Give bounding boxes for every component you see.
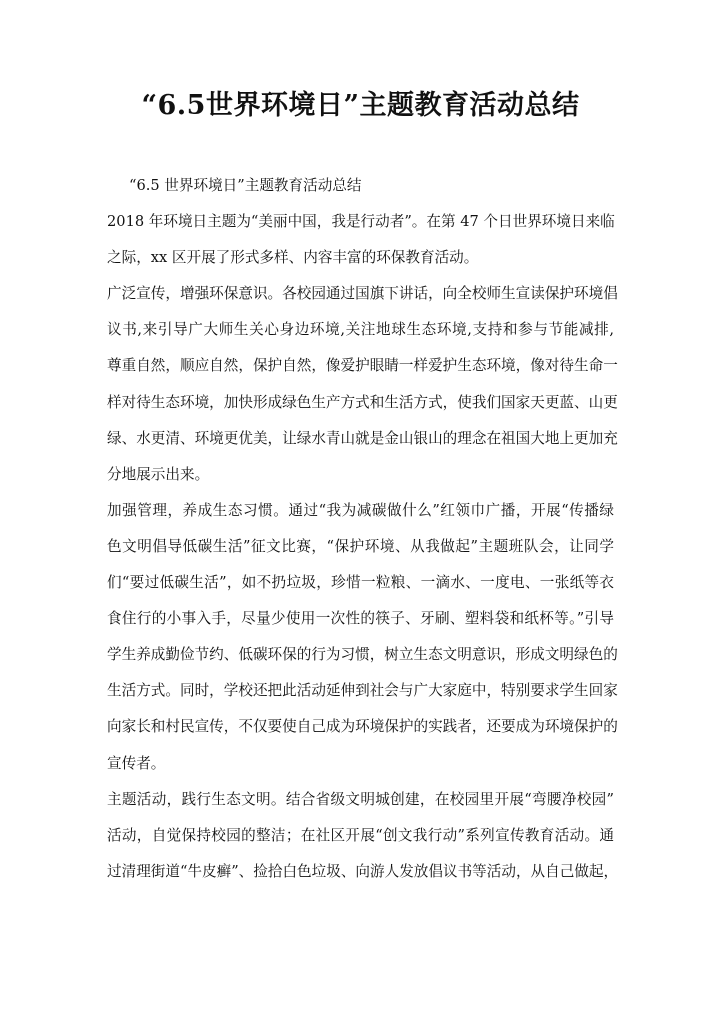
text-line: 绿、水更清、环境更优美，让绿水青山就是金山银山的理念在祖国大地上更加充: [107, 429, 618, 447]
text-line: 活动，自觉保持校园的整洁；在社区开展“创文我行动”系列宣传教育活动。通: [107, 826, 614, 844]
text-line: 分地展示出来。: [107, 465, 210, 483]
text-line: 之际，xx 区开展了形式多样、内容丰富的环保教育活动。: [107, 249, 479, 267]
text-line: 尊重自然，顺应自然，保护自然，像爱护眼睛一样爱护生态环境，像对待生命一: [107, 357, 618, 375]
text-line: 色文明倡导低碳生活”征文比赛，“保护环境、从我做起”主题班队会，让同学: [107, 537, 614, 555]
text-line: 样对待生态环境，加快形成绿色生产方式和生活方式，使我们国家天更蓝、山更: [107, 393, 618, 411]
text-line: 广泛宣传，增强环保意识。各校园通过国旗下讲话，向全校师生宣读保护环境倡: [107, 285, 618, 303]
text-line: 向家长和村民宣传，不仅要使自己成为环境保护的实践者，还要成为环境保护的: [107, 718, 618, 736]
text-line: 们“要过低碳生活”，如不扔垃圾，珍惜一粒粮、一滴水、一度电、一张纸等衣: [107, 574, 614, 592]
subtitle-line: “6.5 世界环境日”主题教育活动总结: [129, 177, 362, 194]
text-line: 议书,来引导广大师生关心身边环境,关注地球生态环境,支持和参与节能减排,: [107, 321, 614, 339]
text-line: 加强管理，养成生态习惯。通过“我为减碳做什么”红领巾广播，开展“传播绿: [107, 501, 614, 519]
text-line: 宣传者。: [107, 754, 166, 772]
text-line: 过清理街道“牛皮癣”、捡拾白色垃圾、向游人发放倡议书等活动，从自己做起，: [107, 862, 619, 880]
text-line: 主题活动，践行生态文明。结合省级文明城创建，在校园里开展“弯腰净校园”: [107, 790, 614, 808]
document-body: [107, 168, 619, 890]
text-line: 食住行的小事入手，尽量少使用一次性的筷子、牙刷、塑料袋和纸杯等。”引导: [107, 610, 614, 628]
text-line: 2018 年环境日主题为“美丽中国，我是行动者”。在第 47 个日世界环境日来临: [107, 213, 615, 231]
text-line: 学生养成勤俭节约、低碳环保的行为习惯，树立生态文明意识，形成文明绿色的: [107, 646, 618, 664]
document-title: “6.5世界环境日”主题教育活动总结: [141, 90, 580, 121]
text-line: 生活方式。同时，学校还把此活动延伸到社会与广大家庭中，特别要求学生回家: [107, 682, 618, 700]
